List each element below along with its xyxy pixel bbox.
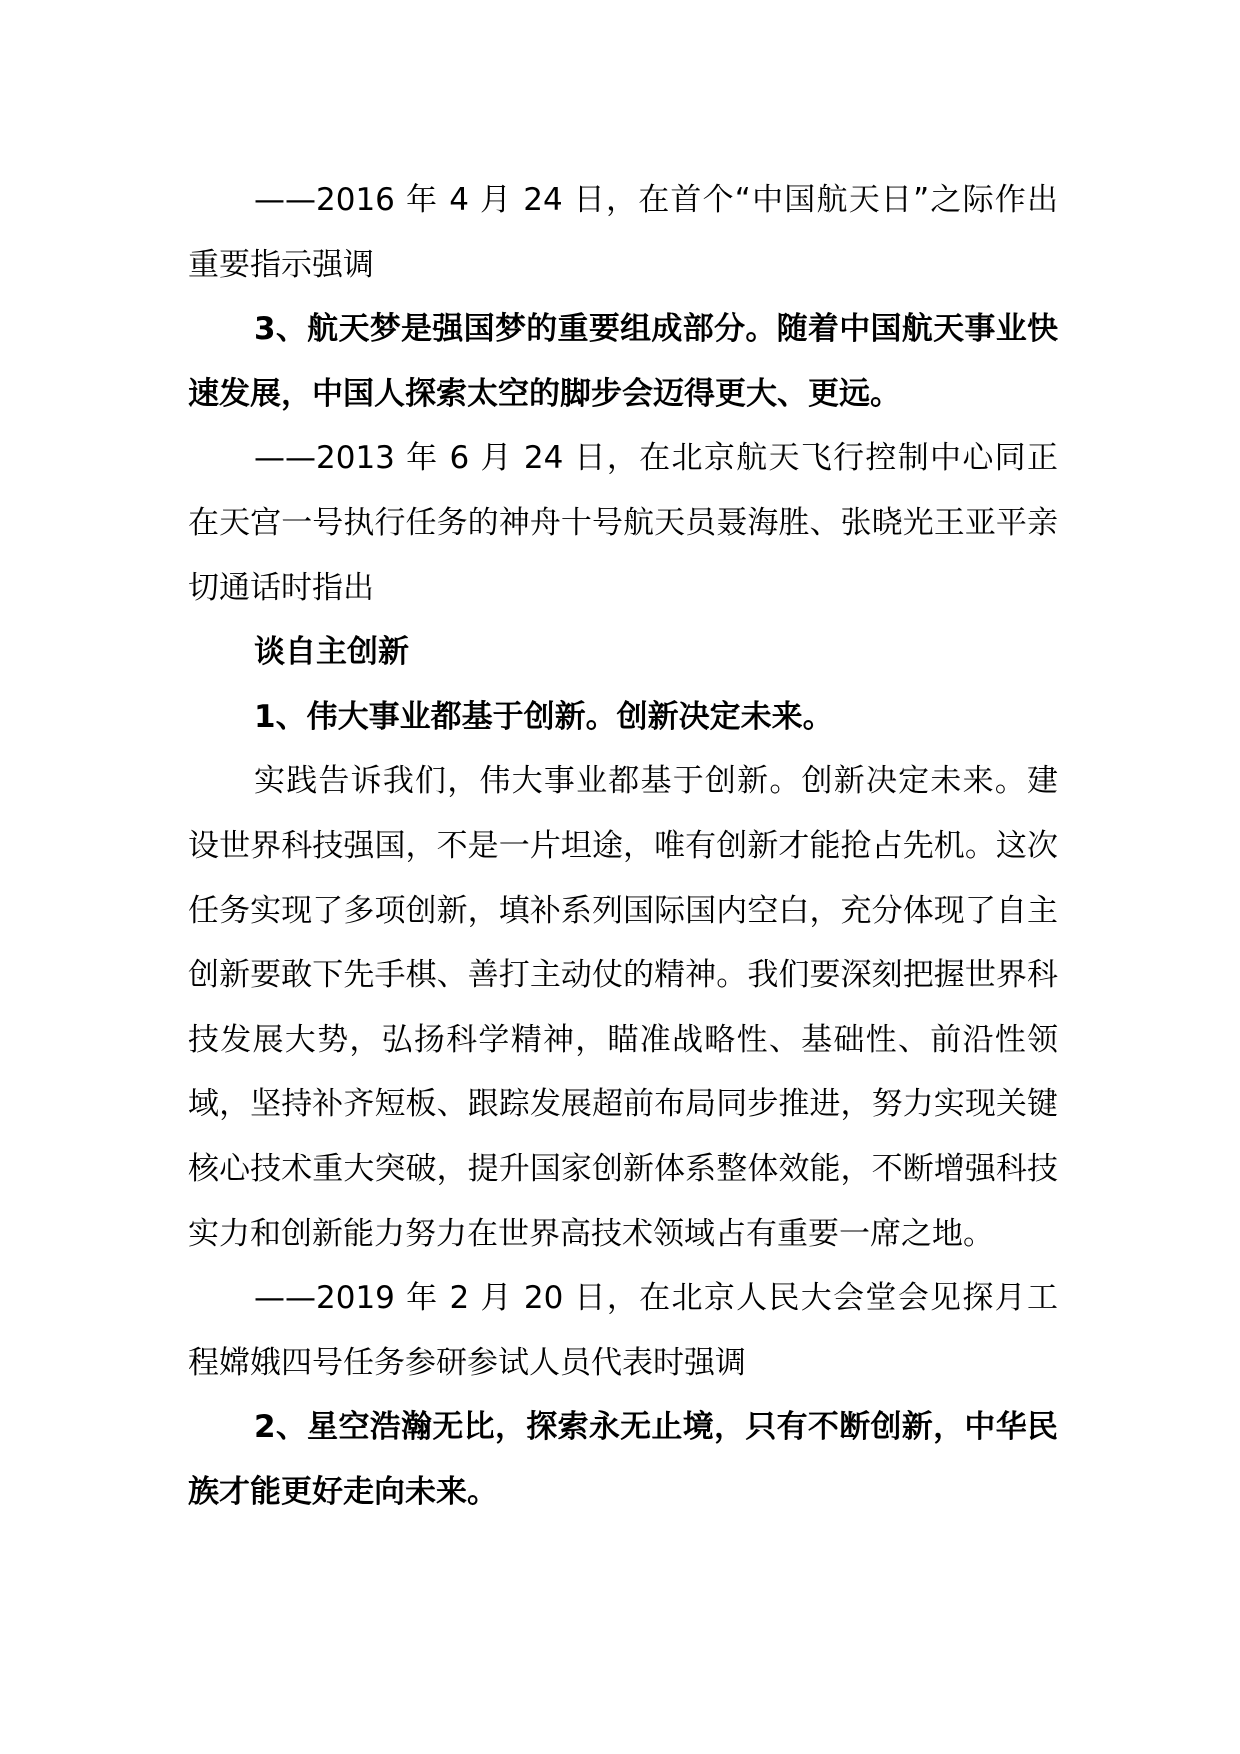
quote-source-2019: ——2019 年 2 月 20 日，在北京人民大会堂会见探月工程嫦娥四号任务参研参试人员代表时强调 bbox=[188, 1280, 1058, 1381]
point-3-spaceflight-dream: 3、航天梦是强国梦的重要组成部分。随着中国航天事业快速发展，中国人探索太空的脚步会迈得更大、更远。 bbox=[188, 311, 1058, 412]
innovation-body-text: 实践告诉我们，伟大事业都基于创新。创新决定未来。建设世界科技强国，不是一片坦途，唯有创新才能抢占先机。这次任务实现了多项创新，填补系列国际国内空白，充分体现了自主创新要敢下先手棋、善打主动仗的精神。我们要深刻把握世界科技发展大势，弘扬科学精神，瞄准战略性、基础性、前沿性领域，坚持补齐短板、跟踪发展超前布局同步推进，努力实现关键核心技术重大突破，提升国家创新体系整体效能，不断增强科技实力和创新能力努力在世界高技术领域占有重要一席之地。 bbox=[188, 763, 1058, 1252]
section-heading-innovation: 谈自主创新 bbox=[254, 634, 409, 671]
point-2-exploration: 2、星空浩瀚无比，探索永无止境，只有不断创新，中华民族才能更好走向未来。 bbox=[188, 1409, 1058, 1510]
document-body bbox=[188, 168, 1058, 1524]
quote-source-2016: ——2016 年 4 月 24 日，在首个“中国航天日”之际作出重要指示强调 bbox=[188, 182, 1058, 283]
quote-source-2013: ——2013 年 6 月 24 日，在北京航天飞行控制中心同正在天宫一号执行任务的神舟十号航天员聂海胜、张晓光王亚平亲切通话时指出 bbox=[188, 440, 1058, 606]
point-1-innovation: 1、伟大事业都基于创新。创新决定未来。 bbox=[254, 698, 834, 735]
